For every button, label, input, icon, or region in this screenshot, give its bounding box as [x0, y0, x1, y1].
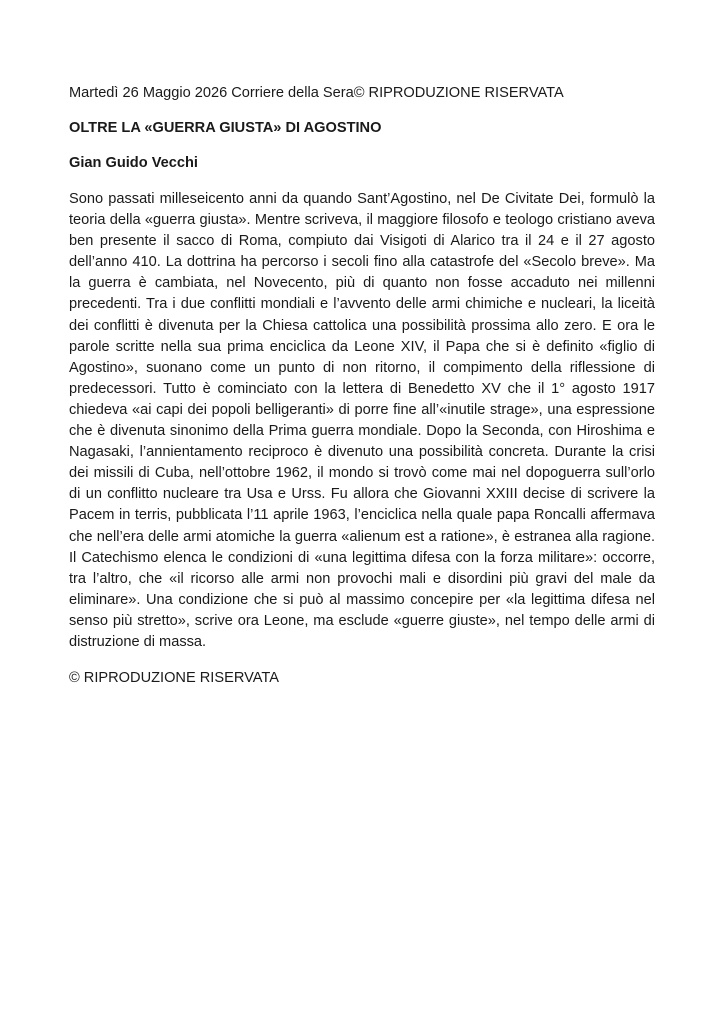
article-author: Gian Guido Vecchi	[69, 155, 198, 171]
document-page	[69, 84, 655, 688]
article-body: Sono passati milleseicento anni da quando Sant’Agostino, nel De Civitate Dei, formulò la teoria della «guerra giusta». Mentre scriveva, il maggiore filosofo e teologo cristiano aveva ben presente il sacco di Roma, compiuto dai Visigoti di Alarico tra il 24 e il 27 agosto dell’anno 410. La dottrina ha percorso i secoli fino alla catastrofe del «Secolo breve». Ma la guerra è cambiata, nel Novecento, più di quanto non fosse accaduto nei millenni precedenti. Tra i due conflitti mondiali e l’avvento delle armi chimiche e nucleari, la liceità dei conflitti è divenuta per la Chiesa cattolica una possibilità prossima allo zero. E ora le parole scritte nella sua prima enciclica da Leone XIV, il Papa che si è definito «figlio di Agostino», suonano come un punto di non ritorno, il compimento della riflessione di predecessori. Tutto è cominciato con la lettera di Benedetto XV che il 1° agosto 1917 chiedeva «ai capi dei popoli belligeranti» di porre fine all’«inutile strage», una espressione che è divenuta sinonimo della Prima guerra mondiale. Dopo la Seconda, con Hiroshima e Nagasaki, l’annientamento reciproco è divenuto una possibilità concreta. Durante la crisi dei missili di Cuba, nell’ottobre 1962, il mondo si trovò come mai nel dopoguerra sull’orlo di un conflitto nucleare tra Usa e Urss. Fu allora che Giovanni XXIII decise di scrivere la Pacem in terris, pubblicata l’11 aprile 1963, l’enciclica nella quale papa Roncalli affermava che nell’era delle armi atomiche la guerra «alienum est a ratione», è estranea alla ragione. Il Catechismo elenca le condizioni di «una legittima difesa con la forza militare»: occorre, tra l’altro, che «il ricorso alle armi non provochi mali e disordini più gravi del male da eliminare». Una condizione che si può al massimo concepire per «la legittima difesa nel senso più stretto», scrive ora Leone, ma esclude «guerre giuste», nel tempo delle armi di distruzione di massa.	[69, 191, 655, 650]
dateline: Martedì 26 Maggio 2026 Corriere della Sera© RIPRODUZIONE RISERVATA	[69, 85, 564, 101]
copyright-notice: © RIPRODUZIONE RISERVATA	[69, 670, 279, 687]
article-title: OLTRE LA «GUERRA GIUSTA» DI AGOSTINO	[69, 120, 382, 136]
